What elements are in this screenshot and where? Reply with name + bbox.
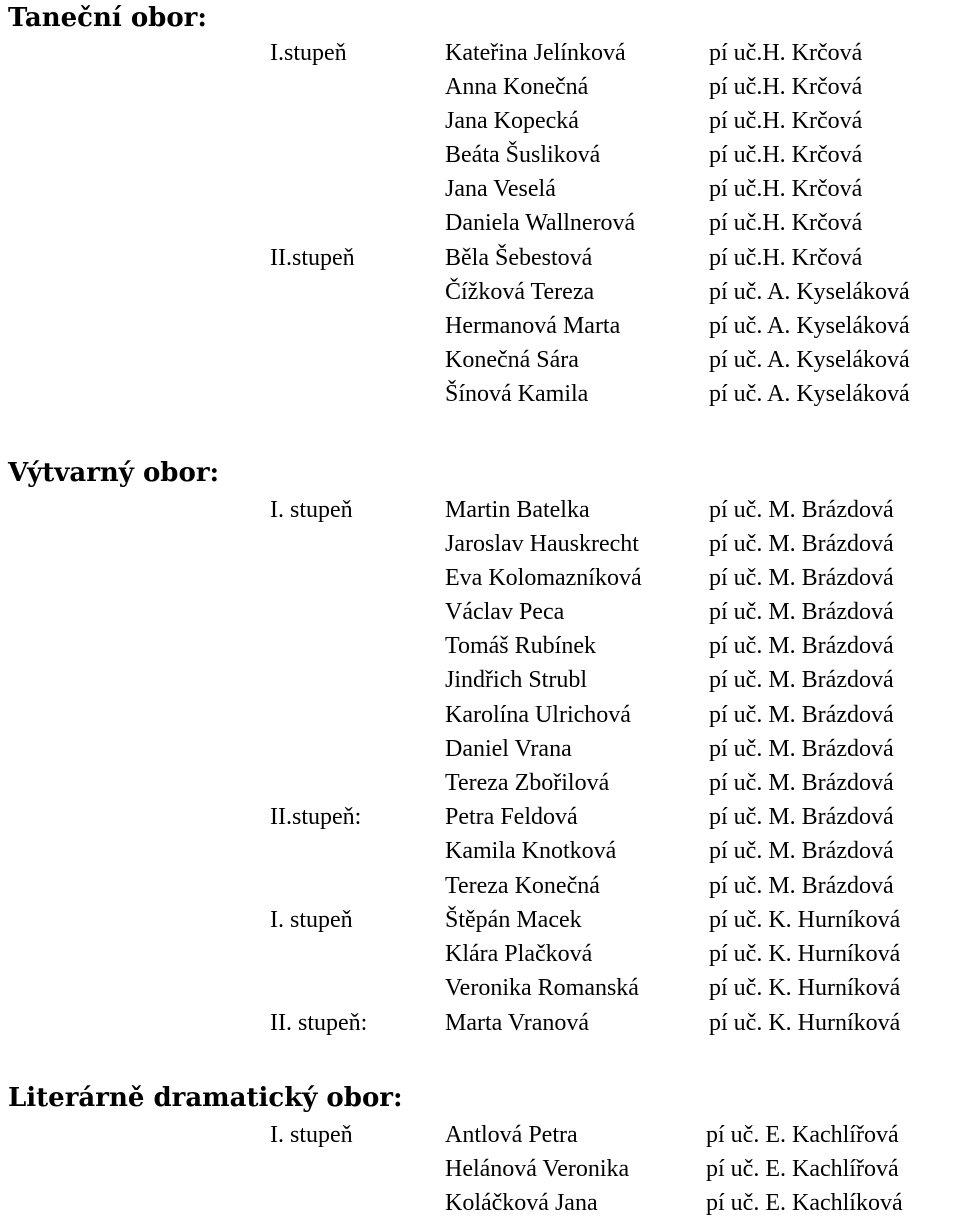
student-name: Tomáš Rubínek xyxy=(445,633,596,659)
student-name: Veronika Romanská xyxy=(445,975,639,1001)
student-name: Klára Plačková xyxy=(445,941,593,967)
student-name: Eva Kolomazníková xyxy=(445,565,642,591)
teacher-name: pí uč. K. Hurníková xyxy=(709,941,901,967)
teacher-name: pí uč. M. Brázdová xyxy=(709,702,894,728)
teacher-name: pí uč. M. Brázdová xyxy=(709,531,894,557)
teacher-name: pí uč. K. Hurníková xyxy=(709,975,901,1001)
teacher-name: pí uč. A. Kyseláková xyxy=(709,381,910,407)
level-label: II.stupeň: xyxy=(270,804,362,830)
teacher-name: pí uč. M. Brázdová xyxy=(709,804,894,830)
level-label: I. stupeň xyxy=(270,1122,353,1148)
student-name: Šínová Kamila xyxy=(445,381,589,407)
student-name: Koláčková Jana xyxy=(445,1190,598,1216)
student-name: Karolína Ulrichová xyxy=(445,702,631,728)
student-name: Antlová Petra xyxy=(445,1122,578,1148)
student-name: Martin Batelka xyxy=(445,497,590,523)
student-name: Jana Kopecká xyxy=(445,108,579,134)
teacher-name: pí uč. A. Kyseláková xyxy=(709,313,910,339)
teacher-name: pí uč. K. Hurníková xyxy=(709,907,901,933)
student-name: Daniel Vrana xyxy=(445,736,572,762)
student-name: Anna Konečná xyxy=(445,74,589,100)
teacher-name: pí uč. M. Brázdová xyxy=(709,736,894,762)
student-name: Daniela Wallnerová xyxy=(445,210,636,236)
level-label: I. stupeň xyxy=(270,497,353,523)
student-name: Jindřich Strubl xyxy=(445,667,587,693)
level-label: I. stupeň xyxy=(270,907,353,933)
student-name: Helánová Veronika xyxy=(445,1156,630,1182)
teacher-name: pí uč. M. Brázdová xyxy=(709,599,894,625)
student-name: Čížková Tereza xyxy=(445,279,595,305)
teacher-name: pí uč. M. Brázdová xyxy=(709,633,894,659)
section-heading-dance: Taneční obor: xyxy=(8,3,207,33)
student-name: Beáta Šusliková xyxy=(445,142,601,168)
teacher-name: pí uč. E. Kachlířová xyxy=(706,1156,899,1182)
student-name: Běla Šebestová xyxy=(445,245,593,271)
student-name: Tereza Zbořilová xyxy=(445,770,610,796)
teacher-name: pí uč.H. Krčová xyxy=(709,108,863,134)
student-name: Marta Vranová xyxy=(445,1010,590,1036)
teacher-name: pí uč. M. Brázdová xyxy=(709,770,894,796)
student-name: Václav Peca xyxy=(445,599,565,625)
student-name: Petra Feldová xyxy=(445,804,578,830)
teacher-name: pí uč.H. Krčová xyxy=(709,245,863,271)
section-heading-art: Výtvarný obor: xyxy=(8,458,220,488)
student-name: Štěpán Macek xyxy=(445,907,582,933)
student-name: Hermanová Marta xyxy=(445,313,621,339)
student-name: Jaroslav Hauskrecht xyxy=(445,531,639,557)
teacher-name: pí uč. M. Brázdová xyxy=(709,497,894,523)
student-name: Kateřina Jelínková xyxy=(445,40,626,66)
teacher-name: pí uč. E. Kachlíková xyxy=(706,1190,903,1216)
section-heading-drama: Literárně dramatický obor: xyxy=(8,1083,403,1113)
teacher-name: pí uč.H. Krčová xyxy=(709,210,863,236)
teacher-name: pí uč. M. Brázdová xyxy=(709,873,894,899)
student-name: Konečná Sára xyxy=(445,347,579,373)
teacher-name: pí uč. A. Kyseláková xyxy=(709,347,910,373)
student-name: Jana Veselá xyxy=(445,176,556,202)
student-name: Kamila Knotková xyxy=(445,838,617,864)
teacher-name: pí uč. E. Kachlířová xyxy=(706,1122,899,1148)
teacher-name: pí uč.H. Krčová xyxy=(709,74,863,100)
level-label: II.stupeň xyxy=(270,245,355,271)
teacher-name: pí uč.H. Krčová xyxy=(709,142,863,168)
teacher-name: pí uč. A. Kyseláková xyxy=(709,279,910,305)
teacher-name: pí uč.H. Krčová xyxy=(709,176,863,202)
teacher-name: pí uč. M. Brázdová xyxy=(709,838,894,864)
teacher-name: pí uč. K. Hurníková xyxy=(709,1010,901,1036)
teacher-name: pí uč.H. Krčová xyxy=(709,40,863,66)
level-label: II. stupeň: xyxy=(270,1010,368,1036)
teacher-name: pí uč. M. Brázdová xyxy=(709,565,894,591)
teacher-name: pí uč. M. Brázdová xyxy=(709,667,894,693)
student-name: Tereza Konečná xyxy=(445,873,600,899)
level-label: I.stupeň xyxy=(270,40,347,66)
